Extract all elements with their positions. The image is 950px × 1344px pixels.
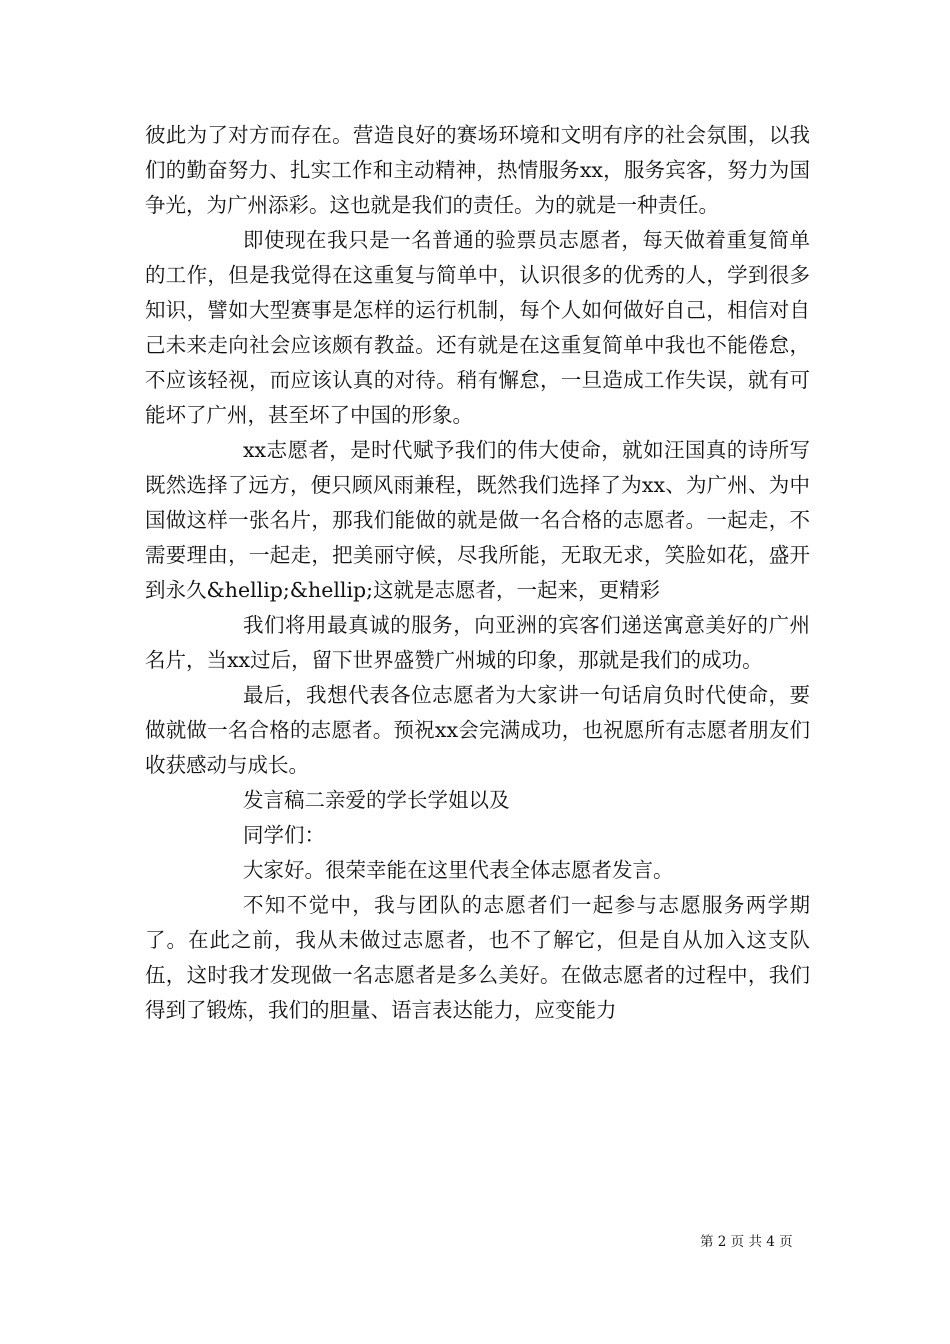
paragraph-7: 同学们：	[243, 823, 325, 847]
paragraph-6: 发言稿二亲爱的学长学姐以及	[243, 788, 510, 812]
paragraph-2: 即使现在我只是一名普通的验票员志愿者，每天做着重复简单的工作，但是我觉得在这重复与简单中，认识很多的优秀的人，学到很多知识，譬如大型赛事是怎样的运行机制，每个人如何做好自己，相信对自己未来走向社会应该颇有教益。还有就是在这重复简单中我也不能倦怠，不应该轻视，而应该认真的对待。稍有懈怠，一旦造成工作失误，就有可能坏了广州，甚至坏了中国的形象。	[145, 228, 810, 427]
document-body	[145, 118, 810, 1028]
paragraph-3: xx志愿者，是时代赋予我们的伟大使命，就如汪国真的诗所写既然选择了远方，便只顾风雨兼程，既然我们选择了为xx、为广州、为中国做这样一张名片，那我们能做的就是做一名合格的志愿者。一起走，不需要理由，一起走，把美丽守候，尽我所能，无取无求，笑脸如花，盛开到永久&hellip;&hellip;这就是志愿者，一起来，更精彩	[145, 438, 810, 602]
paragraph-5: 最后，我想代表各位志愿者为大家讲一句话肩负时代使命，要做就做一名合格的志愿者。预祝xx会完满成功，也祝愿所有志愿者朋友们收获感动与成长。	[145, 683, 810, 777]
paragraph-9: 不知不觉中，我与团队的志愿者们一起参与志愿服务两学期了。在此之前，我从未做过志愿者，也不了解它，但是自从加入这支队伍，这时我才发现做一名志愿者是多么美好。在做志愿者的过程中，我们得到了锻炼，我们的胆量、语言表达能力，应变能力	[145, 893, 810, 1022]
page-number: 第 2 页 共 4 页	[700, 1234, 793, 1250]
paragraph-8: 大家好。很荣幸能在这里代表全体志愿者发言。	[243, 858, 674, 882]
paragraph-4: 我们将用最真诚的服务，向亚洲的宾客们递送寓意美好的广州名片，当xx过后，留下世界盛赞广州城的印象，那就是我们的成功。	[145, 613, 810, 672]
paragraph-1: 彼此为了对方而存在。营造良好的赛场环境和文明有序的社会氛围，以我们的勤奋努力、扎实工作和主动精神，热情服务xx，服务宾客，努力为国争光，为广州添彩。这也就是我们的责任。为的就是一种责任。	[145, 123, 810, 217]
